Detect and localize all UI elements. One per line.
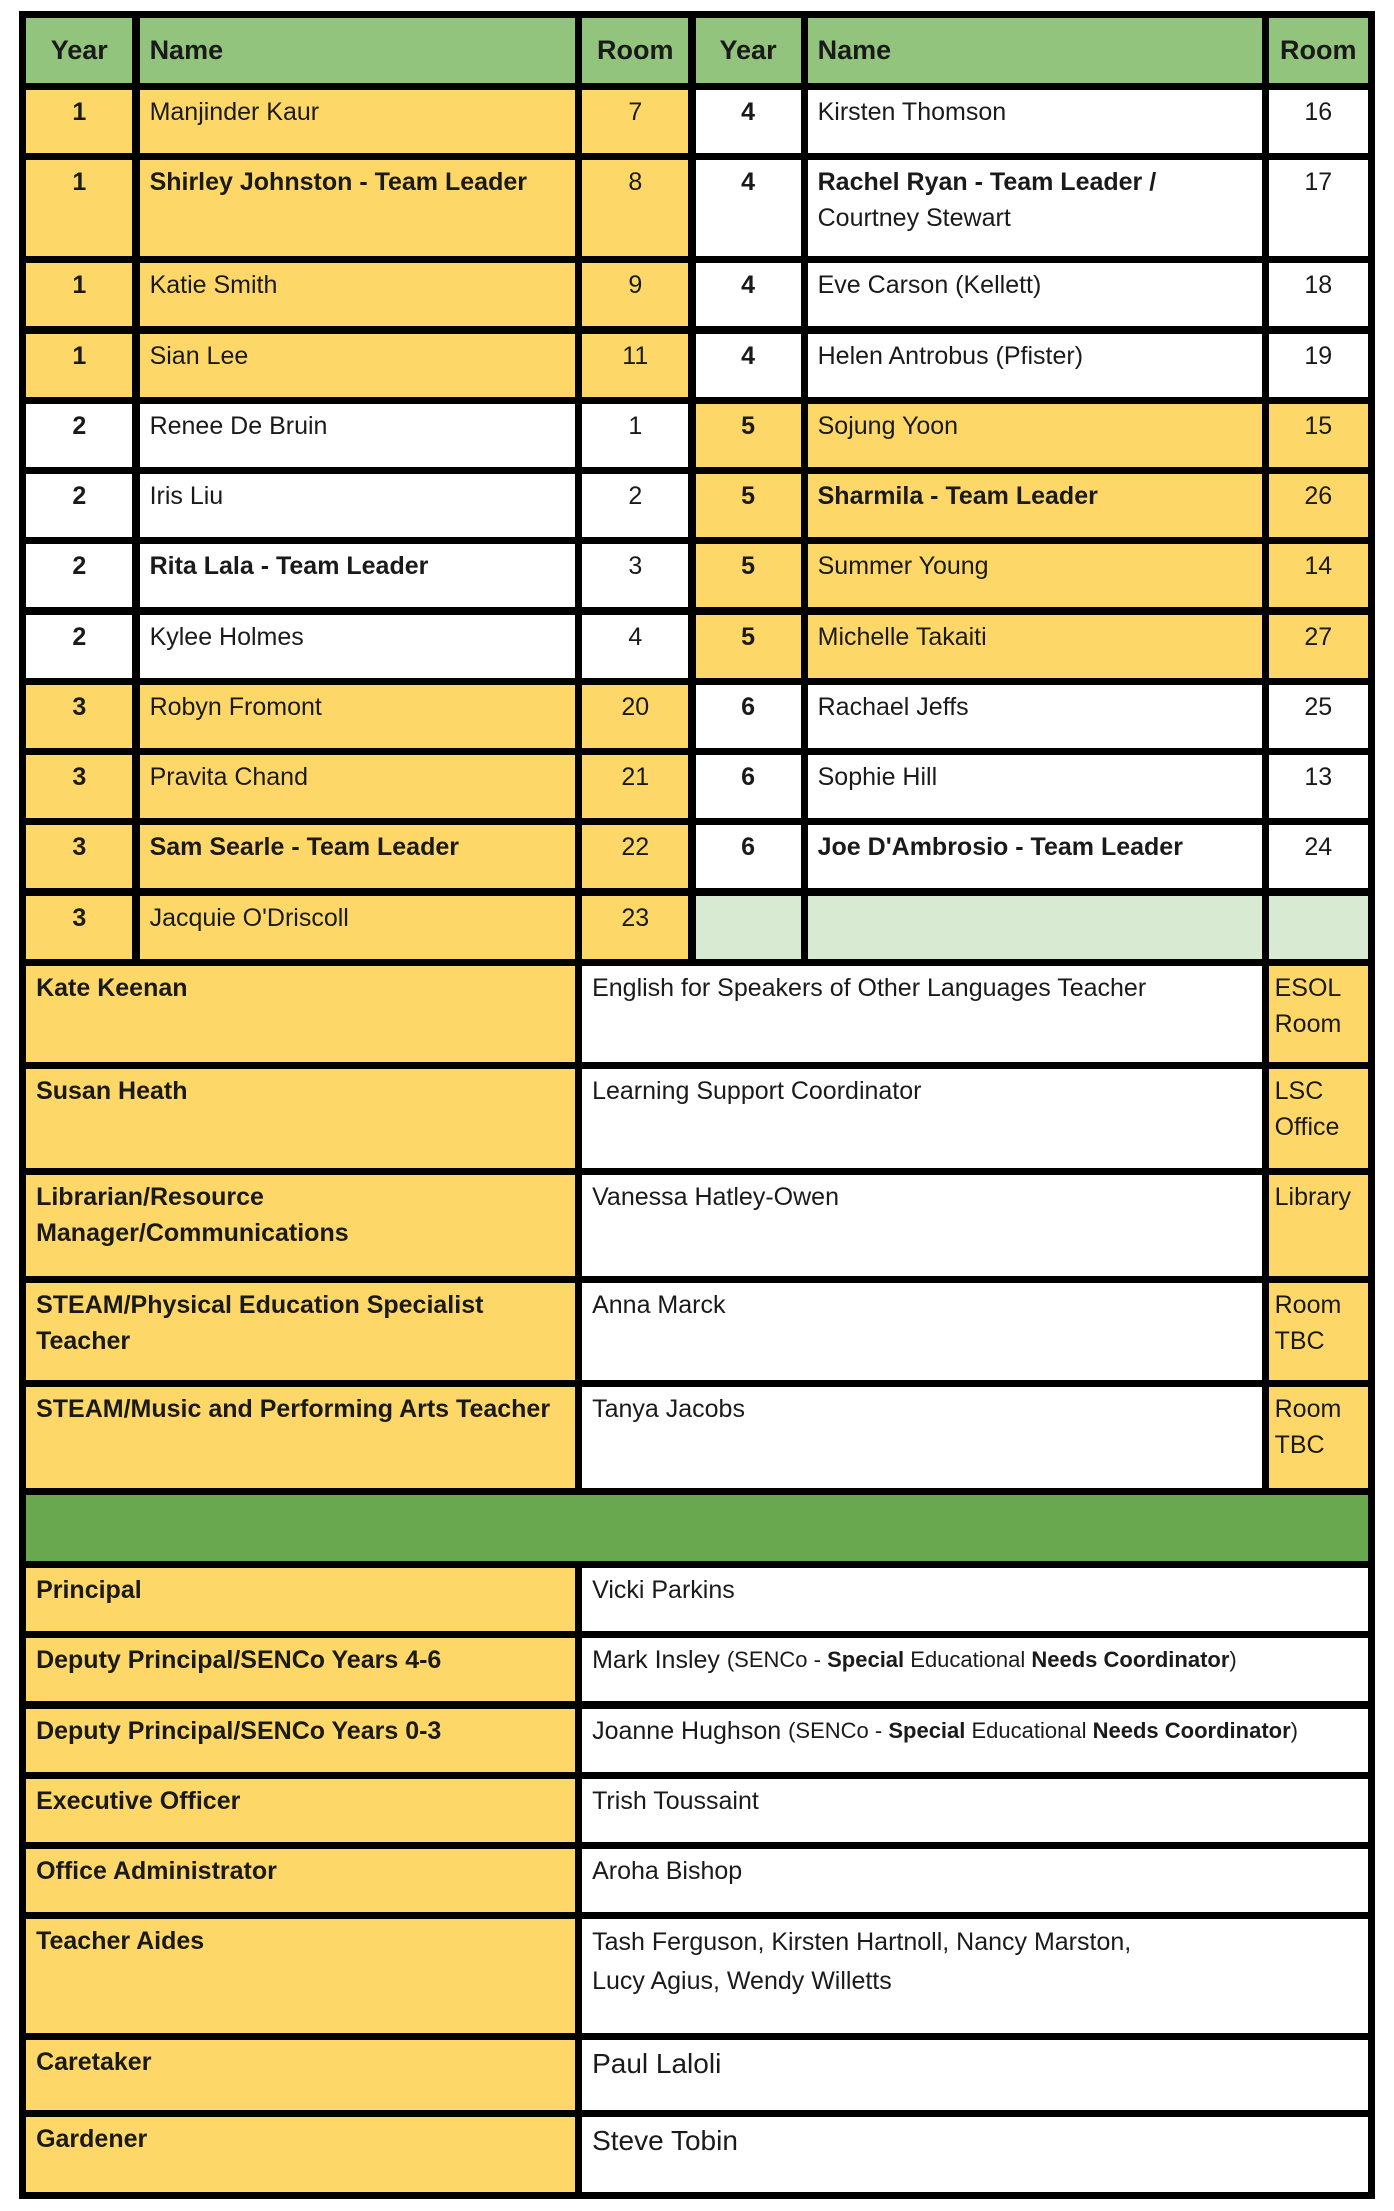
section-divider [26, 1495, 1368, 1561]
teacher-name: Sophie Hill [808, 755, 1262, 818]
specialist-label: Librarian/Resource Manager/Communications [26, 1175, 575, 1275]
teacher-name: Summer Young [808, 544, 1262, 607]
staff-role: Executive Officer [26, 1779, 575, 1842]
year-cell: 6 [696, 685, 801, 748]
room-cell: 22 [582, 825, 688, 888]
room-cell: 2 [582, 474, 688, 537]
senco-note: (SENCo - Special Educational Needs Coordinator) [788, 1717, 1298, 1743]
empty-cell [1269, 896, 1368, 959]
room-cell: 16 [1269, 90, 1368, 153]
teacher-name: Michelle Takaiti [808, 615, 1262, 678]
empty-cell [808, 896, 1262, 959]
year-cell: 6 [696, 755, 801, 818]
year-cell: 3 [26, 685, 132, 748]
specialist-label: STEAM/Music and Performing Arts Teacher [26, 1387, 575, 1487]
room-cell: 17 [1269, 160, 1368, 256]
year-cell: 5 [696, 474, 801, 537]
year-cell: 2 [26, 544, 132, 607]
year-cell: 4 [696, 334, 801, 397]
year-cell: 2 [26, 474, 132, 537]
staff-name: Vicki Parkins [582, 1568, 1368, 1631]
staff-role: Office Administrator [26, 1849, 575, 1912]
teacher-name-line2: Courtney Stewart [817, 204, 1011, 233]
room-cell: 7 [582, 90, 688, 153]
staff-name: Trish Toussaint [582, 1779, 1368, 1842]
year-cell: 3 [26, 755, 132, 818]
specialist-room: ESOL Room [1269, 966, 1368, 1062]
staff-name: Steve Tobin [582, 2117, 1368, 2192]
teacher-name: Iris Liu [140, 474, 575, 537]
year-cell: 2 [26, 615, 132, 678]
staff-role: Deputy Principal/SENCo Years 4-6 [26, 1638, 575, 1701]
room-cell: 26 [1269, 474, 1368, 537]
room-cell: 4 [582, 615, 688, 678]
specialist-room: Library [1269, 1175, 1368, 1275]
specialist-label: STEAM/Physical Education Specialist Teacher [26, 1283, 575, 1380]
teacher-name: Manjinder Kaur [140, 90, 575, 153]
teacher-name: Sian Lee [140, 334, 575, 397]
staff-name [582, 1709, 1368, 1772]
staff-name-line1: Tash Ferguson, Kirsten Hartnoll, Nancy Marston, [592, 1928, 1132, 1957]
teacher-name: Katie Smith [140, 263, 575, 326]
teacher-name: Kirsten Thomson [808, 90, 1262, 153]
teacher-name: Eve Carson (Kellett) [808, 263, 1262, 326]
specialist-value: Vanessa Hatley-Owen [582, 1175, 1261, 1275]
year-cell: 3 [26, 825, 132, 888]
teacher-name: Helen Antrobus (Pfister) [808, 334, 1262, 397]
year-cell: 1 [26, 334, 132, 397]
room-cell: 23 [582, 896, 688, 959]
teacher-name: Shirley Johnston - Team Leader [140, 160, 575, 256]
staff-name [582, 1919, 1368, 2032]
specialist-value: Learning Support Coordinator [582, 1069, 1261, 1168]
room-cell: 9 [582, 263, 688, 326]
header-room-left: Room [582, 18, 688, 83]
room-cell: 3 [582, 544, 688, 607]
year-cell: 3 [26, 896, 132, 959]
year-cell: 6 [696, 825, 801, 888]
teacher-name: Sojung Yoon [808, 404, 1262, 467]
teacher-name: Robyn Fromont [140, 685, 575, 748]
year-cell: 5 [696, 404, 801, 467]
teacher-name: Pravita Chand [140, 755, 575, 818]
room-cell: 8 [582, 160, 688, 256]
year-cell: 4 [696, 263, 801, 326]
specialist-label: Susan Heath [26, 1069, 575, 1168]
teacher-name: Kylee Holmes [140, 615, 575, 678]
room-cell: 14 [1269, 544, 1368, 607]
specialist-room: Room TBC [1269, 1387, 1368, 1487]
room-cell: 21 [582, 755, 688, 818]
teacher-name: Joe D'Ambrosio - Team Leader [808, 825, 1262, 888]
teacher-name: Rita Lala - Team Leader [140, 544, 575, 607]
staff-role: Teacher Aides [26, 1919, 575, 2032]
specialist-label: Kate Keenan [26, 966, 575, 1062]
senco-note: (SENCo - Special Educational Needs Coordinator) [726, 1647, 1237, 1673]
empty-cell [696, 896, 801, 959]
room-cell: 13 [1269, 755, 1368, 818]
teacher-name: Rachael Jeffs [808, 685, 1262, 748]
specialist-value: Anna Marck [582, 1283, 1261, 1380]
room-cell: 20 [582, 685, 688, 748]
header-year-left: Year [26, 18, 132, 83]
specialist-room: LSC Office [1269, 1069, 1368, 1168]
header-name-right: Name [808, 18, 1262, 83]
staff-name: Paul Laloli [582, 2040, 1368, 2110]
staff-role: Deputy Principal/SENCo Years 0-3 [26, 1709, 575, 1772]
room-cell: 25 [1269, 685, 1368, 748]
teacher-name: Sharmila - Team Leader [808, 474, 1262, 537]
teacher-name: Sam Searle - Team Leader [140, 825, 575, 888]
teacher-name: Renee De Bruin [140, 404, 575, 467]
teacher-name: Jacquie O'Driscoll [140, 896, 575, 959]
teacher-name-bold: Rachel Ryan - Team Leader / [817, 168, 1157, 197]
year-cell: 4 [696, 90, 801, 153]
room-cell: 1 [582, 404, 688, 467]
specialist-value: English for Speakers of Other Languages Teacher [582, 966, 1261, 1062]
year-cell: 1 [26, 160, 132, 256]
year-cell: 5 [696, 615, 801, 678]
staff-name [582, 1638, 1368, 1701]
year-cell: 1 [26, 90, 132, 153]
staff-name-text: Mark Insley [592, 1646, 720, 1675]
room-cell: 27 [1269, 615, 1368, 678]
specialist-room: Room TBC [1269, 1283, 1368, 1380]
teacher-name [808, 160, 1262, 256]
room-cell: 18 [1269, 263, 1368, 326]
header-year-right: Year [696, 18, 801, 83]
staff-role: Caretaker [26, 2040, 575, 2110]
room-cell: 11 [582, 334, 688, 397]
staff-role: Principal [26, 1568, 575, 1631]
staff-name-text: Joanne Hughson [592, 1716, 782, 1745]
staff-role: Gardener [26, 2117, 575, 2192]
staff-name-line2: Lucy Agius, Wendy Willetts [592, 1967, 892, 1996]
staff-name: Aroha Bishop [582, 1849, 1368, 1912]
room-cell: 24 [1269, 825, 1368, 888]
room-cell: 19 [1269, 334, 1368, 397]
staff-table [19, 11, 1375, 2199]
specialist-value: Tanya Jacobs [582, 1387, 1261, 1487]
year-cell: 2 [26, 404, 132, 467]
year-cell: 5 [696, 544, 801, 607]
year-cell: 4 [696, 160, 801, 256]
header-room-right: Room [1269, 18, 1368, 83]
year-cell: 1 [26, 263, 132, 326]
header-name-left: Name [140, 18, 575, 83]
room-cell: 15 [1269, 404, 1368, 467]
